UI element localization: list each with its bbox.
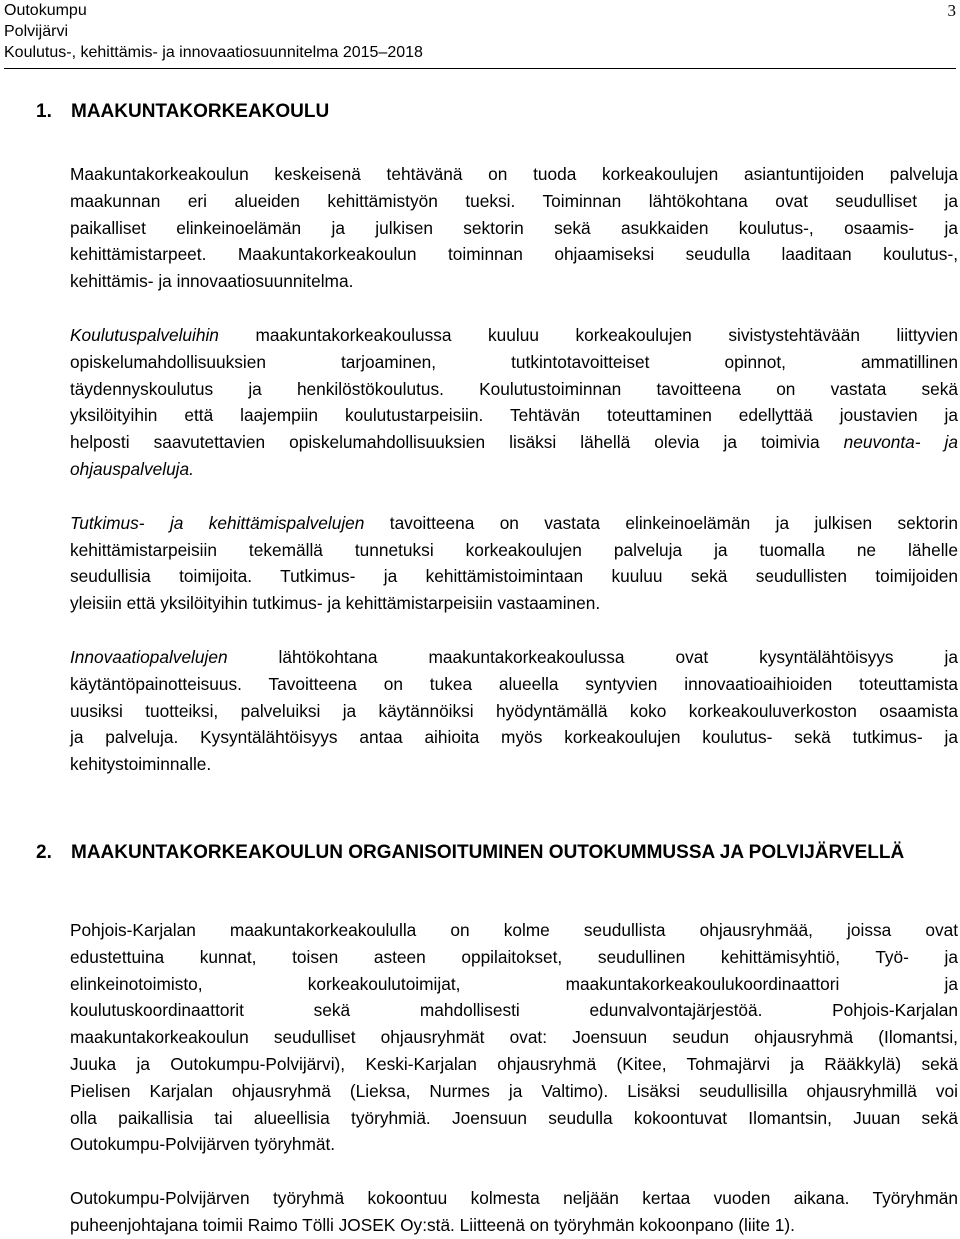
- term-ohjauspalveluja: ohjauspalveluja.: [70, 458, 194, 479]
- paragraph-intro: [70, 161, 958, 295]
- text-line: käytäntöpainotteisuus. Tavoitteena on tukea alueella syntyvien innovaatioaihioiden toteuttamista: [70, 673, 958, 694]
- text-line: helposti saavutettavien opiskelumahdollisuuksien lisäksi lähellä olevia ja toimivia neuvonta- ja: [70, 432, 958, 453]
- term-tutkimus-kehittamispalvelujen: Tutkimus- ja kehittämispalvelujen: [70, 512, 365, 533]
- paragraph-working-group: [70, 1185, 958, 1239]
- text-line: kehitystoiminnalle.: [70, 754, 212, 775]
- text-line: Outokumpu-Polvijärven työryhmät.: [70, 1134, 336, 1155]
- section-2-heading: [36, 841, 904, 865]
- text-line: koulutuskoordinaattorit sekä mahdollisesti edunvalvontajärjestöä. Pohjois-Karjalan: [70, 1000, 958, 1021]
- text-line: maakunnan eri alueiden kehittämistyön tueksi. Toiminnan lähtökohtana ovat seudulliset ja: [70, 190, 958, 211]
- text-line: paikalliset elinkeinoelämän ja julkisen sektorin sekä asukkaiden koulutus-, osaamis- ja: [70, 217, 958, 238]
- text-line: Juuka ja Outokumpu-Polvijärvi), Keski-Karjalan ohjausryhmä (Kitee, Tohmajärvi ja Rääkkylä) sekä: [70, 1053, 958, 1074]
- text-line: uusiksi tuotteiksi, palveluiksi ja käytännöiksi hyödyntämällä koko korkeakouluverkoston osaamista: [70, 700, 958, 721]
- section-1-title: MAAKUNTAKORKEAKOULU: [71, 101, 330, 122]
- text-line: Outokumpu-Polvijärven työryhmä kokoontuu kolmesta neljään kertaa vuoden aikana. Työryhmän: [70, 1188, 958, 1209]
- paragraph-steering-groups: [70, 917, 958, 1158]
- term-koulutuspalveluihin: Koulutuspalveluihin: [70, 324, 219, 345]
- term-innovaatiopalvelujen: Innovaatiopalvelujen: [70, 646, 228, 667]
- header-document-title: Koulutus-, kehittämis- ja innovaatiosuunnitelma 2015–2018: [4, 44, 423, 61]
- text-line: kehittämis- ja innovaatiosuunnitelma.: [70, 271, 354, 292]
- text-line: seudullisia toimijoita. Tutkimus- ja kehittämistoimintaan kuuluu sekä seudullisten toimijoiden: [70, 566, 958, 587]
- text-line: elinkeinotoimisto, korkeakoulutoimijat, maakuntakorkeakoulukoordinaattori ja: [70, 973, 958, 994]
- text-line: yleisiin että yksilöityihin tutkimus- ja kehittämistarpeisiin vastaaminen.: [70, 593, 601, 614]
- text-line: kehittämistarpeet. Maakuntakorkeakoulun toiminnan ohjaamiseksi seudulla laaditaan koulutus-,: [70, 244, 958, 265]
- text-line: [70, 456, 958, 483]
- section-2-number: 2.: [36, 842, 52, 863]
- section-1-body: [70, 161, 958, 778]
- paragraph-research-services: [70, 510, 958, 617]
- text-line: yksilöityihin että laajempiin koulutustarpeisiin. Tehtävän toteuttaminen edellyttää joustavien ja: [70, 405, 958, 426]
- header-municipality-1: Outokumpu: [4, 2, 87, 19]
- text-line: maakuntakorkeakoulun seudulliset ohjausryhmät ovat: Joensuun seudun ohjausryhmä (Ilomantsi,: [70, 1027, 958, 1048]
- text-line: Maakuntakorkeakoulun keskeisenä tehtävänä on tuoda korkeakoulujen asiantuntijoiden palveluja: [70, 164, 958, 184]
- section-2-title: MAAKUNTAKORKEAKOULUN ORGANISOITUMINEN OUTOKUMMUSSA JA POLVIJÄRVELLÄ: [71, 842, 905, 863]
- text-line: kehittämistarpeisiin tekemällä tunnetuksi korkeakoulujen palveluja ja tuomalla ne lähelle: [70, 539, 958, 560]
- text-line: Pielisen Karjalan ohjausryhmä (Lieksa, Nurmes ja Valtimo). Lisäksi seudullisilla ohjausryhmillä voi: [70, 1080, 958, 1101]
- term-neuvonta: neuvonta- ja: [843, 432, 958, 453]
- page-number: 3: [947, 1, 956, 20]
- text-line: Tutkimus- ja kehittämispalvelujen tavoitteena on vastata elinkeinoelämän ja julkisen sektorin: [70, 512, 958, 533]
- text-line: puheenjohtajana toimii Raimo Tölli JOSEK Oy:stä. Liitteenä on työryhmän kokoonpano (liite 1).: [70, 1214, 795, 1235]
- text-line: täydennyskoulutus ja henkilöstökoulutus. Koulutustoiminnan tavoitteena on vastata sekä: [70, 378, 958, 399]
- section-1-number: 1.: [36, 101, 52, 122]
- text-line: Pohjois-Karjalan maakuntakorkeakoululla on kolme seudullista ohjausryhmää, joissa ovat: [70, 920, 958, 940]
- paragraph-innovation-services: [70, 644, 958, 778]
- section-1-heading: [36, 100, 329, 124]
- section-2-body: [70, 917, 958, 1239]
- page-header: [4, 0, 956, 69]
- text-line: Koulutuspalveluihin maakuntakorkeakoulussa kuuluu korkeakoulujen sivistystehtävään liittyvien: [70, 324, 958, 345]
- text-line: ja palveluja. Kysyntälähtöisyys antaa aihioita myös korkeakoulujen koulutus- sekä tutkimus- ja: [70, 727, 958, 748]
- header-municipality-2: Polvijärvi: [4, 23, 69, 40]
- text-line: edustettuina kunnat, toisen asteen oppilaitokset, seudullinen kehittämisyhtiö, Työ- ja: [70, 946, 958, 967]
- text-line: Innovaatiopalvelujen lähtökohtana maakuntakorkeakoulussa ovat kysyntälähtöisyys ja: [70, 646, 958, 667]
- paragraph-education-services: [70, 322, 958, 483]
- text-line: olla paikallisia tai alueellisia työryhmiä. Joensuun seudulla kokoontuvat Ilomantsin, Juuan sekä: [70, 1107, 958, 1128]
- text-line: opiskelumahdollisuuksien tarjoaminen, tutkintotavoitteiset opinnot, ammatillinen: [70, 351, 958, 372]
